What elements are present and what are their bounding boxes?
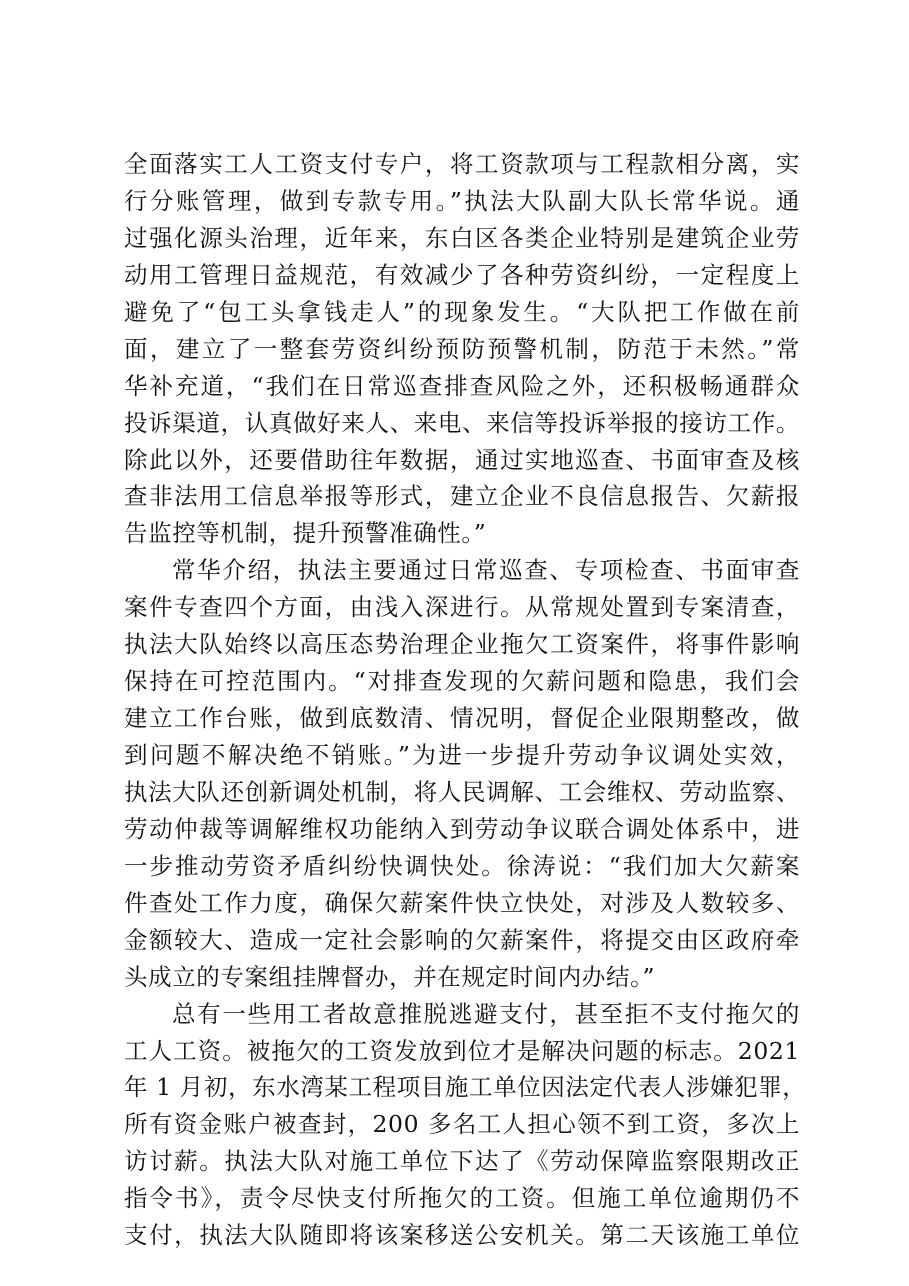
- text-line: 案件专查四个方面，由浅入深进行。从常规处置到专案清查，: [124, 593, 800, 622]
- text-line: 除此以外，还要借助往年数据，通过实地巡查、书面审查及核: [124, 445, 800, 474]
- text-line: 工人工资。被拖欠的工资发放到位才是解决问题的标志。2021: [124, 1036, 800, 1065]
- text-line: 总有一些用工者故意推脱逃避支付，甚至拒不支付拖欠的: [172, 999, 800, 1028]
- text-line: 件查处工作力度，确保欠薪案件快立快处，对涉及人数较多、: [124, 888, 800, 917]
- text-line: 年 1 月初，东水湾某工程项目施工单位因法定代表人涉嫌犯罪，: [124, 1073, 807, 1102]
- text-line: 支付，执法大队随即将该案移送公安机关。第二天该施工单位: [124, 1221, 800, 1250]
- paragraph-3: [124, 996, 807, 1255]
- text-line: 避免了“包工头拿钱走人”的现象发生。“大队把工作做在前: [124, 297, 800, 326]
- text-line: 指令书》，责令尽快支付所拖欠的工资。但施工单位逾期仍不: [124, 1184, 800, 1213]
- text-line: 劳动仲裁等调解维权功能纳入到劳动争议联合调处体系中，进: [124, 814, 800, 843]
- paragraph-2: [124, 552, 800, 995]
- text-line: 头成立的专案组挂牌督办，并在规定时间内办结。”: [124, 962, 656, 991]
- text-line: 华补充道，“我们在日常巡查排查风险之外，还积极畅通群众: [124, 371, 800, 400]
- text-line: 保持在可控范围内。“对排查发现的欠薪问题和隐患，我们会: [124, 667, 800, 696]
- text-line: 过强化源头治理，近年来，东白区各类企业特别是建筑企业劳: [124, 223, 800, 252]
- text-line: 所有资金账户被查封，200 多名工人担心领不到工资，多次上: [124, 1110, 800, 1139]
- text-line: 访讨薪。执法大队对施工单位下达了《劳动保障监察限期改正: [124, 1147, 800, 1176]
- article-body: [124, 146, 807, 1254]
- text-line: 查非法用工信息举报等形式，建立企业不良信息报告、欠薪报: [124, 482, 800, 511]
- text-line: 行分账管理，做到专款专用。”执法大队副大队长常华说。通: [124, 186, 800, 215]
- text-line: 告监控等机制，提升预警准确性。”: [124, 519, 487, 548]
- text-line: 一步推动劳资矛盾纠纷快调快处。徐涛说：“我们加大欠薪案: [124, 851, 800, 880]
- text-line: 面，建立了一整套劳资纠纷预防预警机制，防范于未然。”常: [124, 334, 800, 363]
- text-line: 投诉渠道，认真做好来人、来电、来信等投诉举报的接访工作。: [124, 408, 800, 437]
- text-line: 建立工作台账，做到底数清、情况明，督促企业限期整改，做: [124, 704, 800, 733]
- paragraph-1: [124, 146, 800, 552]
- text-line: 全面落实工人工资支付专户，将工资款项与工程款相分离，实: [124, 150, 800, 178]
- text-line: 常华介绍，执法主要通过日常巡查、专项检查、书面审查: [172, 556, 800, 585]
- text-line: 执法大队还创新调处机制，将人民调解、工会维权、劳动监察、: [124, 777, 800, 806]
- text-line: 动用工管理日益规范，有效减少了各种劳资纠纷，一定程度上: [124, 260, 800, 289]
- text-line: 金额较大、造成一定社会影响的欠薪案件，将提交由区政府牵: [124, 925, 800, 954]
- text-line: 执法大队始终以高压态势治理企业拖欠工资案件，将事件影响: [124, 630, 800, 659]
- text-line: 到问题不解决绝不销账。”为进一步提升劳动争议调处实效，: [124, 741, 800, 769]
